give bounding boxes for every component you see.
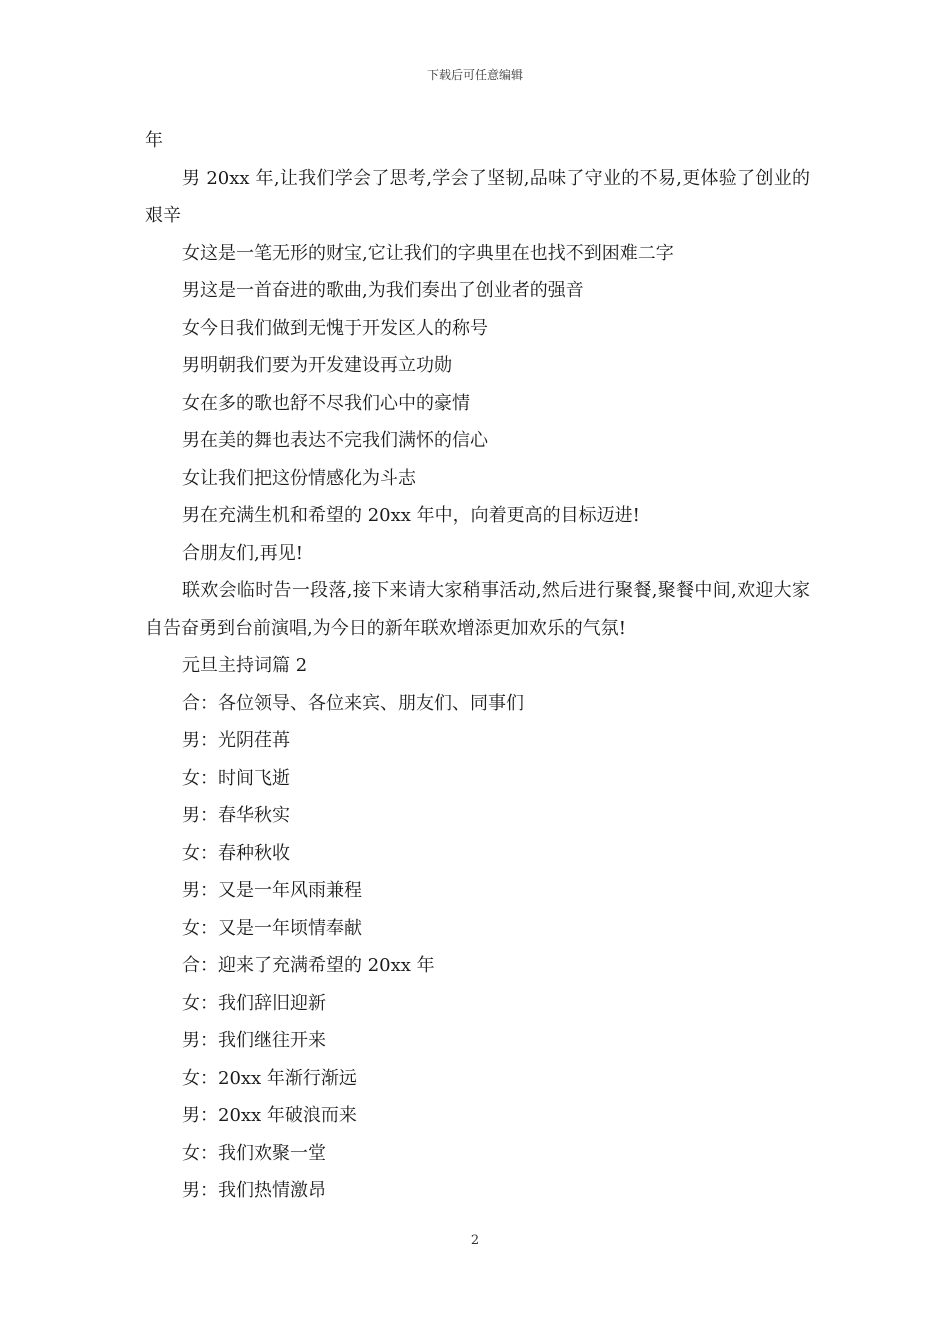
paragraph: 男：又是一年风雨兼程: [182, 880, 362, 901]
paragraph: 女在多的歌也舒不尽我们心中的豪情: [182, 392, 470, 414]
paragraph: 合：迎来了充满希望的 20xx 年: [182, 955, 435, 976]
document-body: [145, 122, 810, 1210]
paragraph: 合：各位领导、各位来宾、朋友们、同事们: [182, 692, 524, 714]
section-heading: 元旦主持词篇 2: [182, 655, 308, 676]
paragraph: 男这是一首奋进的歌曲,为我们奏出了创业者的强音: [182, 280, 584, 301]
paragraph: 年: [145, 130, 163, 151]
page-header: 下载后可任意编辑: [426, 68, 523, 82]
paragraph: 男在充满生机和希望的 20xx 年中，向着更高的目标迈进!: [182, 505, 640, 526]
paragraph: 女：我们辞旧迎新: [182, 992, 326, 1014]
paragraph: 女：又是一年顷情奉献: [182, 917, 362, 939]
paragraph: 男 20xx 年,让我们学会了思考,学会了坚韧,品味了守业的不易,更体验了创业的艰辛: [145, 167, 810, 226]
paragraph: 男：我们热情激昂: [182, 1180, 326, 1201]
paragraph: 男在美的舞也表达不完我们满怀的信心: [182, 430, 488, 451]
paragraph: 男明朝我们要为开发建设再立功勋: [182, 355, 452, 376]
paragraph: 男：20xx 年破浪而来: [182, 1105, 357, 1126]
page-number: 2: [470, 1233, 480, 1248]
paragraph: 男：春华秋实: [182, 805, 290, 826]
paragraph: 男：我们继往开来: [182, 1030, 326, 1051]
paragraph: 女这是一笔无形的财宝,它让我们的字典里在也找不到困难二字: [182, 242, 674, 264]
paragraph: 合朋友们,再见!: [182, 542, 303, 564]
paragraph: 男：光阴荏苒: [182, 730, 290, 751]
paragraph: 女：时间飞逝: [182, 767, 290, 789]
paragraph: 女今日我们做到无愧于开发区人的称号: [182, 317, 488, 339]
paragraph: 联欢会临时告一段落,接下来请大家稍事活动,然后进行聚餐,聚餐中间,欢迎大家自告奋勇到台前演唱,为今日的新年联欢增添更加欢乐的气氛!: [145, 580, 810, 639]
paragraph: 女：我们欢聚一堂: [182, 1142, 326, 1164]
paragraph: 女：春种秋收: [182, 842, 290, 864]
paragraph: 女：20xx 年渐行渐远: [182, 1067, 357, 1089]
paragraph: 女让我们把这份情感化为斗志: [182, 467, 416, 489]
